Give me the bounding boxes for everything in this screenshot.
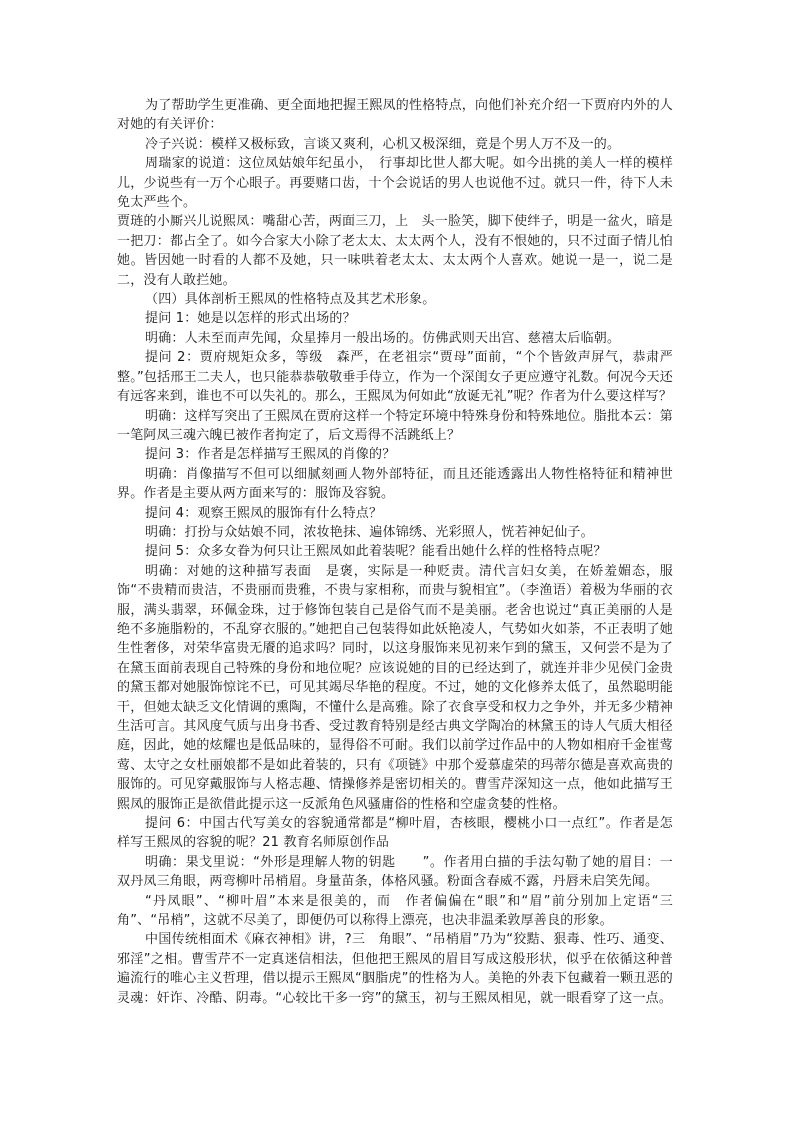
paragraph: 明确：果戈里说：“外形是理解人物的钥匙 ”。作者用白描的手法勾勒了她的眉目：一双丹凤三角眼，两弯柳叶吊梢眉。身量苗条，体格风骚。粉面含春威不露，丹唇未启笑先闻。 [117,854,673,890]
paragraph: 提问 6：中国古代写美女的容貌通常都是“柳叶眉，杏核眼，樱桃小口一点红”。作者是怎样写王熙凤的容貌的呢？21 教育名师原创作品 [117,816,673,851]
paragraph: 提问 3：作者是怎样描写王熙凤的肖像的？ [145,447,396,463]
paragraph: 明确：打扮与众姑娘不同，浓妆艳抹、遍体锦绣、光彩照人，恍若神妃仙子。 [145,524,594,540]
paragraph: 提问 4：观察王熙凤的服饰有什么特点？ [145,505,383,521]
paragraph: 为了帮助学生更准确、更全面地把握王熙凤的性格特点，向他们补充介绍一下贾府内外的人对她的有关评价： [117,98,674,133]
document-body [117,96,673,1008]
paragraph: “丹凤眼”、“柳叶眉”本来是很美的，而 作者偏偏在“眼”和“眉”前分别加上定语“三角”、“吊梢”，这就不尽美了，即便仍可以称得上漂亮，也决非温柔敦厚善良的形象。 [117,893,673,929]
paragraph: （四）具体剖析王熙凤的性格特点及其艺术形象。 [145,292,436,308]
paragraph: 明确：人未至而声先闻，众星捧月一般出场的。仿佛武则天出宫、慈禧太后临朝。 [145,330,621,346]
paragraph: 中国传统相面术《麻衣神相》讲，?三 角眼”、“吊梢眉”乃为“狡黠、狠毒、性巧、通变、邪淫”之相。曹雪芹不一定真迷信相法，但他把王熙凤的眉目写成这般形状，似乎在依循这种普遍流行的唯心主义哲理，借以提示王熙凤“胭脂虎”的性格为人。美艳的外表下包藏着一颗丑恶的灵魂：奸诈、冷酷、阴毒。“心较比干多一窍”的黛玉，初与王熙凤相见，就一眼看穿了这一点。 [117,932,673,1006]
paragraph: 提问 1：她是以怎样的形式出场的？ [145,311,356,327]
paragraph: 提问 2：贾府规矩众多，等级 森严，在老祖宗“贾母”面前，“个个皆敛声屏气，恭肃严整。”包括邢王二夫人，也只能恭恭敬敬垂手侍立，作为一个深闺女子更应遵守礼数。何况今天还有远客来到，谁也不可以失礼的。那么，王熙凤为何如此“放诞无礼”呢？作者为什么要这样写？ [117,350,673,405]
paragraph: 贾琏的小厮兴儿说熙凤：嘴甜心苦，两面三刀，上 头一脸笑，脚下使绊子，明是一盆火，暗是一把刀：都占全了。如今合家大小除了老太太、太太两个人，没有不恨她的，只不过面子情儿怕她。皆因她一时看的人都不及她，只一味哄着老太太、太太两个人喜欢。她说一是一，说二是二，没有人敢拦她。 [117,214,673,288]
paragraph: 明确：肖像描写不但可以细腻刻画人物外部特征，而且还能透露出人物性格特征和精神世界。作者是主要从两方面来写的：服饰及容貌。 [117,466,673,502]
paragraph: 明确：这样写突出了王熙凤在贾府这样一个特定环境中特殊身份和特殊地位。脂批本云：第一笔阿凤三魂六魄已被作者拘定了，后文焉得不活跳纸上？ [117,408,674,443]
paragraph: 冷子兴说：模样又极标致，言谈又爽利，心机又极深细，竟是个男人万不及一的。 [145,136,621,152]
paragraph: 周瑞家的说道：这位凤姑娘年纪虽小， 行事却比世人都大呢。如今出挑的美人一样的模样儿，少说些有一万个心眼子。再要赌口齿，十个会说话的男人也说他不过。就只一件，待下人未免太严些个。 [117,156,673,211]
paragraph: 提问 5：众多女眷为何只让王熙凤如此着装呢？能看出她什么样的性格特点呢？ [145,544,607,560]
paragraph: 明确：对她的这种描写表面 是褒，实际是一种贬责。清代言妇女美，在娇羞媚态，服饰“不贵精而贵洁，不贵丽而贵雅，不贵与家相称，而贵与貌相宜”。（李渔语）着极为华丽的衣服，满头翡翠，环佩金珠，过于修饰包装自己是俗气而不是美丽。老舍也说过“真正美丽的人是绝不多施脂粉的，不乱穿衣服的。”她把自己包装得如此妖艳凌人，气势如火如荼，不正表明了她生性奢侈，对荣华富贵无餍的追求吗？同时，以这身服饰来见初来乍到的黛玉，又何尝不是为了在黛玉面前表现自己特殊的身份和地位呢？应该说她的目的已经达到了，就连并非少见侯门金贵的黛玉都对她服饰惊诧不已，可见其竭尽华艳的程度。不过，她的文化修养太低了，虽然聪明能干，但她太缺乏文化情调的熏陶，不懂什么是高雅。除了衣食享受和权力之争外，并无多少精神生活可言。其风度气质与出身书香、受过教育特别是经古典文学陶冶的林黛玉的诗人气质大相径庭，因此，她的炫耀也是低品味的，显得俗不可耐。我们以前学过作品中的人物如相府千金崔莺莺、太守之女杜丽娘都不是如此着装的，只有《项链》中那个爱慕虚荣的玛蒂尔德是喜欢高贵的服饰的。可见穿戴服饰与人格志趣、情操修养是密切相关的。曹雪芹深知这一点，他如此描写王熙凤的服饰正是欲借此提示这一反派角色风骚庸俗的性格和空虚贪婪的性格。 [117,563,673,812]
